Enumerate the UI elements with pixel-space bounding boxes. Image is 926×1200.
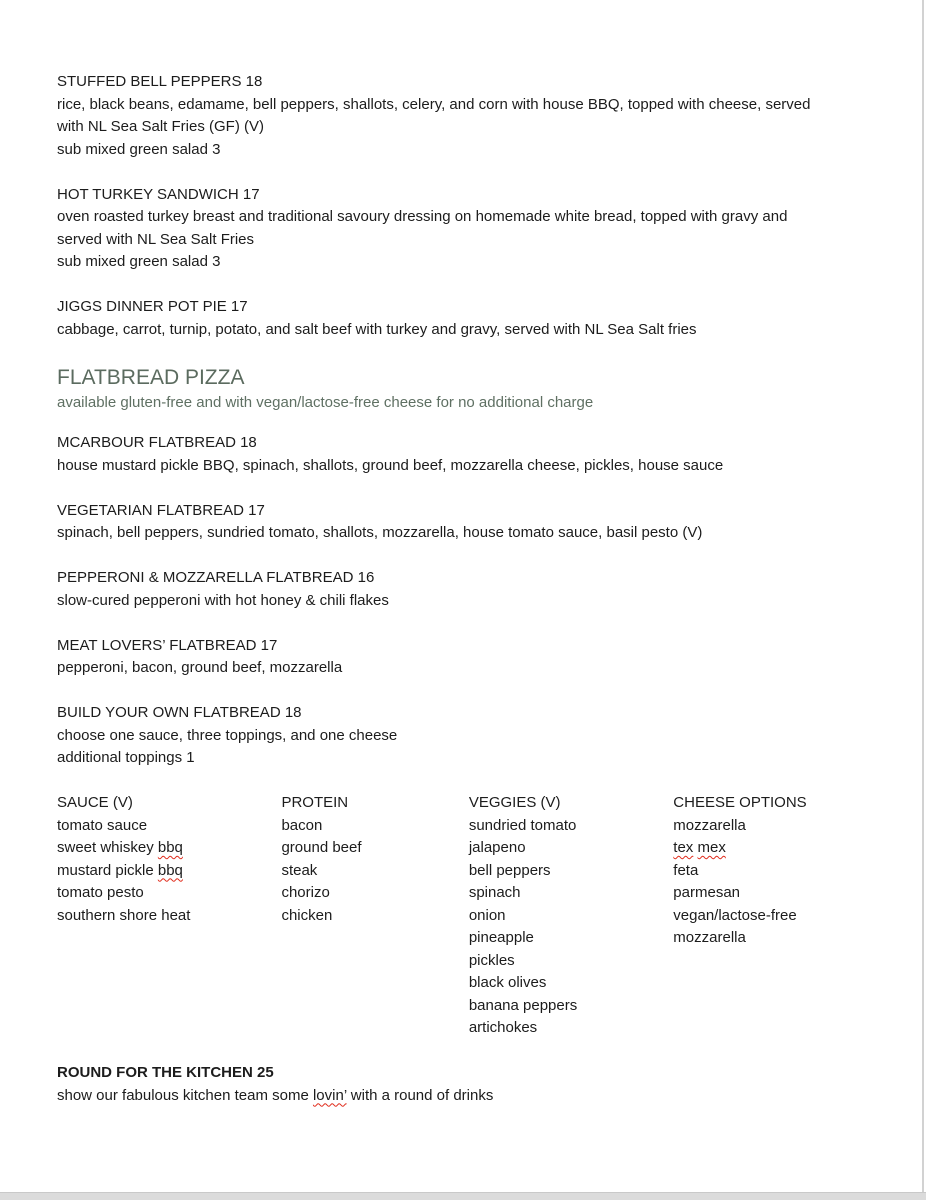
menu-item-title: JIGGS DINNER POT PIE 17 — [57, 298, 248, 315]
menu-item — [57, 296, 835, 341]
misspelled-word: bbq — [157, 861, 183, 879]
column-header: VEGGIES (V) — [468, 794, 561, 811]
column-item — [673, 837, 835, 860]
description-text: with a round of drinks — [346, 1086, 494, 1104]
menu-item-description: oven roasted turkey breast and traditional savoury dressing on homemade white bread, topped with gravy and served with NL Sea Salt Fries — [57, 208, 788, 248]
menu-item — [57, 71, 835, 161]
column-item-text: sweet whiskey — [57, 839, 158, 856]
column-item — [57, 860, 281, 883]
menu-item — [57, 1062, 835, 1107]
column-item: pineapple — [468, 929, 534, 946]
column-item: parmesan — [673, 884, 740, 901]
misspelled-word: tex — [673, 839, 694, 856]
column-item: banana peppers — [468, 996, 578, 1014]
menu-item — [57, 500, 835, 545]
menu-item — [57, 184, 835, 274]
menu-item-description: cabbage, carrot, turnip, potato, and salt beef with turkey and gravy, served with NL Sea Salt fries — [57, 320, 697, 338]
description-text: show our fabulous kitchen team some — [57, 1086, 313, 1104]
column-item: feta — [673, 861, 699, 879]
menu-item-title: MEAT LOVERS’ FLATBREAD 17 — [57, 636, 278, 654]
menu-item-description: rice, black beans, edamame, bell peppers, shallots, celery, and corn with house BBQ, topped with cheese, served with NL Sea Salt Fries (GF) (V) — [57, 95, 811, 135]
page-bottom-edge — [0, 1192, 926, 1200]
menu-item — [57, 702, 835, 770]
menu-item-sub-option: additional toppings 1 — [57, 749, 195, 766]
column-item: black olives — [468, 974, 547, 991]
menu-item-description: house mustard pickle BBQ, spinach, shallots, ground beef, mozzarella cheese, pickles, house sauce — [57, 456, 724, 474]
column-item: southern shore heat — [57, 906, 191, 924]
menu-item-title: MCARBOUR FLATBREAD 18 — [57, 434, 257, 451]
menu-item-description: choose one sauce, three toppings, and one cheese — [57, 726, 398, 744]
column-item: ground beef — [281, 839, 362, 856]
column-item: steak — [281, 861, 318, 879]
column-header: CHEESE OPTIONS — [673, 794, 807, 811]
column-item: mozzarella — [673, 816, 746, 834]
toppings-columns — [57, 792, 835, 1040]
column-item: jalapeno — [468, 839, 526, 856]
column-item: onion — [468, 906, 506, 924]
menu-item-title: PEPPERONI & MOZZARELLA FLATBREAD 16 — [57, 569, 375, 586]
column-item: sundried tomato — [468, 816, 577, 834]
menu-item-sub-option: sub mixed green salad 3 — [57, 140, 221, 158]
menu-item-description — [57, 1085, 835, 1108]
column-item: bacon — [281, 816, 323, 834]
misspelled-word: mex — [697, 839, 726, 856]
column-item: chicken — [281, 906, 333, 924]
column-item: spinach — [468, 884, 521, 901]
menu-item-title: STUFFED BELL PEPPERS 18 — [57, 73, 263, 90]
page-right-edge — [922, 0, 924, 1193]
menu-item-title: BUILD YOUR OWN FLATBREAD 18 — [57, 704, 302, 721]
column-item: chorizo — [281, 884, 330, 901]
column-protein — [281, 792, 468, 1040]
menu-item-title: VEGETARIAN FLATBREAD 17 — [57, 501, 265, 519]
section-subheading: available gluten-free and with vegan/lactose-free cheese for no additional charge — [57, 393, 594, 411]
column-header: PROTEIN — [281, 794, 349, 811]
column-item-text: mustard pickle — [57, 861, 158, 879]
column-sauce — [57, 792, 281, 1040]
column-header: SAUCE (V) — [57, 794, 133, 811]
misspelled-word: lovin’ — [312, 1086, 347, 1104]
menu-item-description: slow-cured pepperoni with hot honey & chili flakes — [57, 591, 389, 609]
column-item: tomato sauce — [57, 816, 148, 834]
menu-item-title: HOT TURKEY SANDWICH 17 — [57, 185, 260, 203]
menu-page-content — [57, 71, 835, 1130]
column-item: pickles — [468, 951, 515, 969]
column-item — [57, 837, 281, 860]
menu-item-title: ROUND FOR THE KITCHEN 25 — [57, 1064, 274, 1081]
column-veggies — [469, 792, 673, 1040]
column-cheese — [673, 792, 835, 1040]
misspelled-word: bbq — [157, 839, 183, 856]
column-item: bell peppers — [468, 861, 551, 879]
menu-item — [57, 635, 835, 680]
column-item: vegan/lactose-free mozzarella — [673, 906, 797, 946]
section-heading-flatbread-pizza: FLATBREAD PIZZA — [57, 365, 245, 389]
menu-item-sub-option: sub mixed green salad 3 — [57, 253, 221, 270]
column-item: tomato pesto — [57, 884, 144, 901]
menu-item — [57, 432, 835, 477]
menu-item — [57, 567, 835, 612]
menu-item-description: spinach, bell peppers, sundried tomato, shallots, mozzarella, house tomato sauce, basil pesto (V) — [57, 524, 703, 541]
column-item: artichokes — [468, 1019, 538, 1036]
menu-item-description: pepperoni, bacon, ground beef, mozzarella — [57, 659, 343, 676]
